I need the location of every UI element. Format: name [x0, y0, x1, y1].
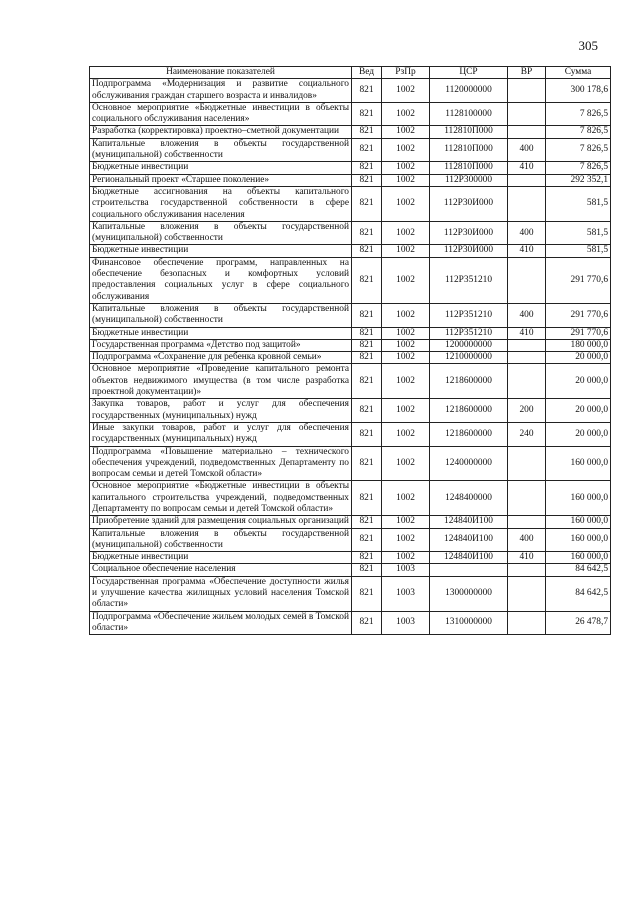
- cell-ved: 821: [352, 102, 382, 126]
- cell-rzpr: 1002: [382, 399, 430, 423]
- cell-sum: 26 478,7: [546, 611, 611, 635]
- cell-csr: 1120000000: [430, 79, 508, 103]
- cell-rzpr: 1002: [382, 339, 430, 351]
- cell-ved: 821: [352, 611, 382, 635]
- cell-ved: 821: [352, 528, 382, 552]
- cell-csr: 112P300000: [430, 174, 508, 186]
- cell-rzpr: 1002: [382, 257, 430, 303]
- table-row: [90, 516, 611, 528]
- cell-ved: 821: [352, 364, 382, 399]
- table-row: [90, 399, 611, 423]
- cell-sum: 581,5: [546, 245, 611, 257]
- table-row: [90, 528, 611, 552]
- cell-ved: 821: [352, 257, 382, 303]
- table-row: [90, 186, 611, 221]
- cell-sum: 291 770,6: [546, 257, 611, 303]
- cell-csr: 1248400000: [430, 481, 508, 516]
- cell-rzpr: 1002: [382, 221, 430, 245]
- cell-csr: 1210000000: [430, 352, 508, 364]
- cell-name: Капитальные вложения в объекты государственной (муниципальной) собственности: [90, 303, 352, 327]
- cell-rzpr: 1002: [382, 327, 430, 339]
- cell-rzpr: 1003: [382, 576, 430, 611]
- cell-sum: 160 000,0: [546, 481, 611, 516]
- cell-ved: 821: [352, 221, 382, 245]
- cell-vr: [508, 257, 546, 303]
- cell-sum: 160 000,0: [546, 552, 611, 564]
- cell-ved: 821: [352, 162, 382, 174]
- cell-sum: 7 826,5: [546, 162, 611, 174]
- cell-csr: 1218600000: [430, 399, 508, 423]
- cell-vr: 400: [508, 303, 546, 327]
- cell-vr: 200: [508, 399, 546, 423]
- cell-name: Основное мероприятие «Бюджетные инвестиции в объекты социального обслуживания населения»: [90, 102, 352, 126]
- cell-vr: 410: [508, 327, 546, 339]
- table-row: [90, 481, 611, 516]
- cell-vr: [508, 174, 546, 186]
- table-row: [90, 138, 611, 162]
- table-row: [90, 257, 611, 303]
- cell-csr: 124840И100: [430, 516, 508, 528]
- table-row: [90, 174, 611, 186]
- cell-vr: 400: [508, 221, 546, 245]
- cell-sum: 84 642,5: [546, 564, 611, 576]
- header-ved: Вед: [352, 67, 382, 79]
- cell-name: Финансовое обеспечение программ, направленных на обеспечение безопасных и комфортных условий предоставления социальных услуг в сфере социального обслуживания: [90, 257, 352, 303]
- cell-sum: 180 000,0: [546, 339, 611, 351]
- header-name: Наименование показателей: [90, 67, 352, 79]
- table-row: [90, 221, 611, 245]
- header-csr: ЦСР: [430, 67, 508, 79]
- cell-vr: [508, 481, 546, 516]
- cell-sum: 300 178,6: [546, 79, 611, 103]
- cell-name: Капитальные вложения в объекты государственной (муниципальной) собственности: [90, 221, 352, 245]
- cell-ved: 821: [352, 138, 382, 162]
- cell-csr: 112P30И000: [430, 186, 508, 221]
- cell-sum: 20 000,0: [546, 364, 611, 399]
- cell-vr: 240: [508, 422, 546, 446]
- cell-csr: 1300000000: [430, 576, 508, 611]
- cell-sum: 292 352,1: [546, 174, 611, 186]
- cell-vr: [508, 611, 546, 635]
- cell-rzpr: 1002: [382, 162, 430, 174]
- table-body: [90, 79, 611, 635]
- page-number: 305: [578, 38, 598, 53]
- table-row: [90, 576, 611, 611]
- cell-vr: 410: [508, 245, 546, 257]
- cell-ved: 821: [352, 339, 382, 351]
- cell-vr: 410: [508, 162, 546, 174]
- budget-table: [89, 66, 611, 635]
- cell-rzpr: 1003: [382, 611, 430, 635]
- cell-ved: 821: [352, 576, 382, 611]
- table-row: [90, 79, 611, 103]
- cell-sum: 7 826,5: [546, 138, 611, 162]
- cell-rzpr: 1002: [382, 138, 430, 162]
- cell-vr: [508, 564, 546, 576]
- cell-sum: 7 826,5: [546, 102, 611, 126]
- cell-name: Региональный проект «Старшее поколение»: [90, 174, 352, 186]
- cell-vr: 400: [508, 138, 546, 162]
- cell-ved: 821: [352, 481, 382, 516]
- cell-sum: 20 000,0: [546, 422, 611, 446]
- cell-ved: 821: [352, 422, 382, 446]
- cell-name: Бюджетные инвестиции: [90, 552, 352, 564]
- cell-csr: 112P30И000: [430, 245, 508, 257]
- cell-rzpr: 1002: [382, 126, 430, 138]
- cell-rzpr: 1002: [382, 102, 430, 126]
- cell-csr: 1218600000: [430, 422, 508, 446]
- cell-csr: 124840И100: [430, 552, 508, 564]
- cell-name: Государственная программа «Обеспечение доступности жилья и улучшение качества жилищных условий населения Томской области»: [90, 576, 352, 611]
- cell-rzpr: 1002: [382, 174, 430, 186]
- cell-ved: 821: [352, 126, 382, 138]
- cell-name: Подпрограмма «Сохранение для ребенка кровной семьи»: [90, 352, 352, 364]
- header-sum: Сумма: [546, 67, 611, 79]
- table-row: [90, 162, 611, 174]
- table-row: [90, 303, 611, 327]
- cell-name: Бюджетные ассигнования на объекты капитального строительства государственной собственности в сфере социального обслуживания населения: [90, 186, 352, 221]
- cell-rzpr: 1002: [382, 481, 430, 516]
- cell-rzpr: 1002: [382, 186, 430, 221]
- cell-sum: 581,5: [546, 221, 611, 245]
- cell-vr: [508, 102, 546, 126]
- cell-sum: 160 000,0: [546, 446, 611, 481]
- cell-name: Бюджетные инвестиции: [90, 327, 352, 339]
- cell-rzpr: 1003: [382, 564, 430, 576]
- cell-csr: 112810П000: [430, 138, 508, 162]
- cell-vr: [508, 186, 546, 221]
- cell-name: Капитальные вложения в объекты государственной (муниципальной) собственности: [90, 138, 352, 162]
- cell-vr: [508, 339, 546, 351]
- cell-name: Основное мероприятие «Проведение капитального ремонта объектов недвижимого имущества (в том числе разработка проектной документации)»: [90, 364, 352, 399]
- cell-name: Подпрограмма «Модернизация и развитие социального обслуживания граждан старшего возраста и инвалидов»: [90, 79, 352, 103]
- cell-sum: 20 000,0: [546, 352, 611, 364]
- cell-ved: 821: [352, 352, 382, 364]
- cell-rzpr: 1002: [382, 303, 430, 327]
- cell-csr: 124840И100: [430, 528, 508, 552]
- cell-vr: [508, 446, 546, 481]
- table-row: [90, 422, 611, 446]
- cell-csr: 112P351210: [430, 257, 508, 303]
- table-header-row: [90, 67, 611, 79]
- cell-rzpr: 1002: [382, 516, 430, 528]
- table-row: [90, 339, 611, 351]
- cell-name: Закупка товаров, работ и услуг для обеспечения государственных (муниципальных) нужд: [90, 399, 352, 423]
- cell-csr: 1200000000: [430, 339, 508, 351]
- table-row: [90, 564, 611, 576]
- cell-rzpr: 1002: [382, 79, 430, 103]
- cell-name: Разработка (корректировка) проектно–сметной документации: [90, 126, 352, 138]
- cell-ved: 821: [352, 446, 382, 481]
- cell-ved: 821: [352, 516, 382, 528]
- cell-vr: 410: [508, 552, 546, 564]
- cell-csr: 112P30И000: [430, 221, 508, 245]
- cell-name: Государственная программа «Детство под защитой»: [90, 339, 352, 351]
- table-row: [90, 327, 611, 339]
- cell-ved: 821: [352, 303, 382, 327]
- cell-csr: 112810П000: [430, 162, 508, 174]
- cell-sum: 581,5: [546, 186, 611, 221]
- cell-sum: 291 770,6: [546, 327, 611, 339]
- table-row: [90, 364, 611, 399]
- cell-ved: 821: [352, 245, 382, 257]
- cell-name: Основное мероприятие «Бюджетные инвестиции в объекты капитального строительства учреждений, подведомственных Департаменту по вопросам семьи и детей Томской области»: [90, 481, 352, 516]
- cell-sum: 160 000,0: [546, 516, 611, 528]
- cell-csr: 112P351210: [430, 327, 508, 339]
- cell-ved: 821: [352, 174, 382, 186]
- cell-csr: 1310000000: [430, 611, 508, 635]
- cell-vr: [508, 516, 546, 528]
- cell-vr: [508, 352, 546, 364]
- cell-name: Бюджетные инвестиции: [90, 162, 352, 174]
- table-row: [90, 245, 611, 257]
- table-row: [90, 352, 611, 364]
- cell-name: Подпрограмма «Обеспечение жильем молодых семей в Томской области»: [90, 611, 352, 635]
- cell-sum: 291 770,6: [546, 303, 611, 327]
- cell-sum: 7 826,5: [546, 126, 611, 138]
- cell-rzpr: 1002: [382, 446, 430, 481]
- cell-ved: 821: [352, 186, 382, 221]
- cell-name: Приобретение зданий для размещения социальных организаций: [90, 516, 352, 528]
- cell-rzpr: 1002: [382, 245, 430, 257]
- table-row: [90, 552, 611, 564]
- header-rzpr: РзПр: [382, 67, 430, 79]
- cell-ved: 821: [352, 327, 382, 339]
- cell-vr: [508, 126, 546, 138]
- cell-name: Подпрограмма «Повышение материально – технического обеспечения учреждений, подведомственных Департаменту по вопросам семьи и детей Томской области»: [90, 446, 352, 481]
- cell-csr: 112P351210: [430, 303, 508, 327]
- cell-rzpr: 1002: [382, 422, 430, 446]
- cell-vr: [508, 364, 546, 399]
- cell-csr: [430, 564, 508, 576]
- cell-rzpr: 1002: [382, 364, 430, 399]
- table-row: [90, 102, 611, 126]
- cell-vr: 400: [508, 528, 546, 552]
- table-row: [90, 611, 611, 635]
- cell-name: Капитальные вложения в объекты государственной (муниципальной) собственности: [90, 528, 352, 552]
- cell-sum: 20 000,0: [546, 399, 611, 423]
- table-row: [90, 446, 611, 481]
- cell-ved: 821: [352, 552, 382, 564]
- cell-name: Иные закупки товаров, работ и услуг для обеспечения государственных (муниципальных) нужд: [90, 422, 352, 446]
- cell-ved: 821: [352, 399, 382, 423]
- cell-name: Бюджетные инвестиции: [90, 245, 352, 257]
- cell-sum: 84 642,5: [546, 576, 611, 611]
- cell-csr: 1128100000: [430, 102, 508, 126]
- cell-vr: [508, 79, 546, 103]
- cell-csr: 112810П000: [430, 126, 508, 138]
- cell-ved: 821: [352, 79, 382, 103]
- cell-csr: 1218600000: [430, 364, 508, 399]
- cell-name: Социальное обеспечение населения: [90, 564, 352, 576]
- cell-rzpr: 1002: [382, 352, 430, 364]
- cell-ved: 821: [352, 564, 382, 576]
- cell-sum: 160 000,0: [546, 528, 611, 552]
- table-row: [90, 126, 611, 138]
- cell-vr: [508, 576, 546, 611]
- cell-rzpr: 1002: [382, 552, 430, 564]
- cell-rzpr: 1002: [382, 528, 430, 552]
- header-vr: ВР: [508, 67, 546, 79]
- cell-csr: 1240000000: [430, 446, 508, 481]
